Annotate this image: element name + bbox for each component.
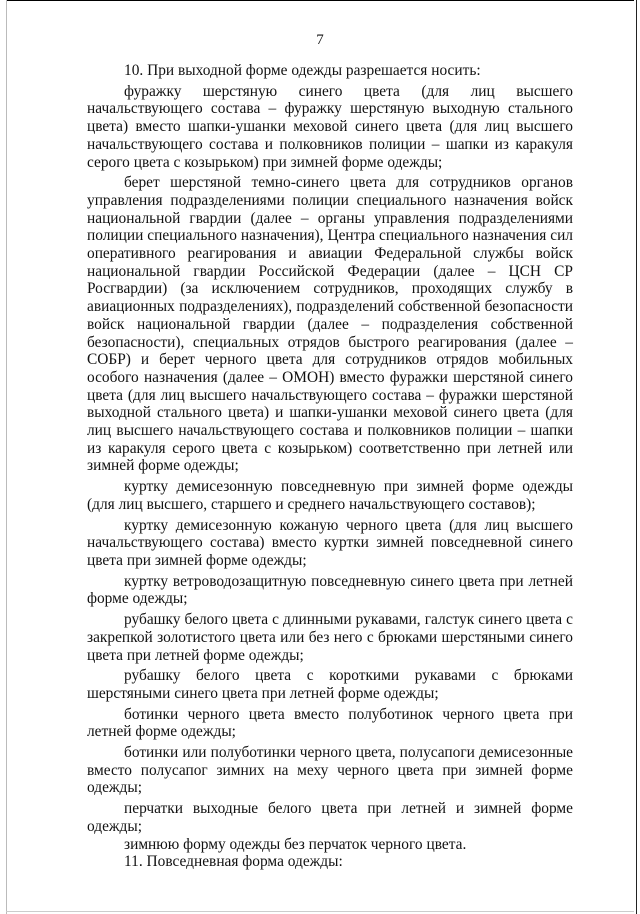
paragraph-long-sleeve-shirt: рубашку белого цвета с длинными рукавами, галстук синего цвета с закрепкой золотистого цвета или без него с брюками шерстяными синего цвета при летней форме одежды; <box>87 611 573 664</box>
page-number: 7 <box>316 32 324 48</box>
scan-border-top <box>6 0 634 1</box>
paragraph-winter-no-gloves: зимнюю форму одежды без перчаток черного цвета. <box>124 835 467 853</box>
document-body <box>87 62 573 871</box>
paragraph-half-boots: ботинки или полуботинки черного цвета, полусапоги демисезонные вместо полусапог зимних на меху черного цвета при зимней форме одежды; <box>87 744 573 797</box>
paragraph-boots: ботинки черного цвета вместо полуботинок черного цвета при летней форме одежды; <box>87 705 573 741</box>
scan-border-bottom <box>6 911 634 912</box>
paragraph-cap: фуражку шерстяную синего цвета (для лиц высшего начальствующего состава – фуражку шерстяную выходную стального цвета) вместо шапки-ушанки меховой синего цвета (для лиц высшего начальствующего состава и полковников полиции – шапки из каракуля серого цвета с козырьком) при зимней форме одежды; <box>87 82 573 171</box>
paragraph-demi-jacket: куртку демисезонную повседневную при зимней форме одежды (для лиц высшего, старшего и среднего начальствующего составов); <box>87 478 573 513</box>
paragraph-section-10-heading: 10. При выходной форме одежды разрешается носить: <box>124 62 481 79</box>
paragraph-section-11-heading: 11. Повседневная форма одежды: <box>124 853 343 871</box>
paragraph-gloves: перчатки выходные белого цвета при летней и зимней форме одежды; <box>87 800 573 835</box>
paragraph-beret: берет шерстяной темно-синего цвета для сотрудников органов управления подразделениями полиции специального назначения войск национальной гвардии (далее – органы управления подразделениями полиции специального назначения), Центра специального назначения сил оперативного реагирования и авиации Федеральной службы войск национальной гвардии Российской Федерации (далее – ЦСН СР Росгвардии) (за исключением сотрудников, проходящих службу в авиационных подразделениях), подразделений собственной безопасности войск национальной гвардии (далее – подразделения собственной безопасности), специальных отрядов быстрого реагирования (далее – СОБР) и берет черного цвета для сотрудников отрядов мобильных особого назначения (далее – ОМОН) вместо фуражки шерстяной синего цвета (для лиц высшего начальствующего состава – фуражки шерстяной выходной стального цвета) и шапки-ушанки меховой синего цвета (для лиц высшего начальствующего состава и полковников полиции – шапки из каракуля серого цвета с козырьком) соответственно при летней или зимней форме одежды; <box>87 174 573 475</box>
paragraph-leather-jacket: куртку демисезонную кожаную черного цвета (для лиц высшего начальствующего состава) вместо куртки зимней повседневной синего цвета при зимней форме одежды; <box>87 516 573 569</box>
paragraph-short-sleeve-shirt: рубашку белого цвета с короткими рукавами с брюками шерстяными синего цвета при летней форме одежды; <box>87 667 573 702</box>
scan-border-right <box>636 0 637 914</box>
scan-border-left <box>6 0 7 914</box>
paragraph-windproof-jacket: куртку ветроводозащитную повседневную синего цвета при летней форме одежды; <box>87 572 573 608</box>
